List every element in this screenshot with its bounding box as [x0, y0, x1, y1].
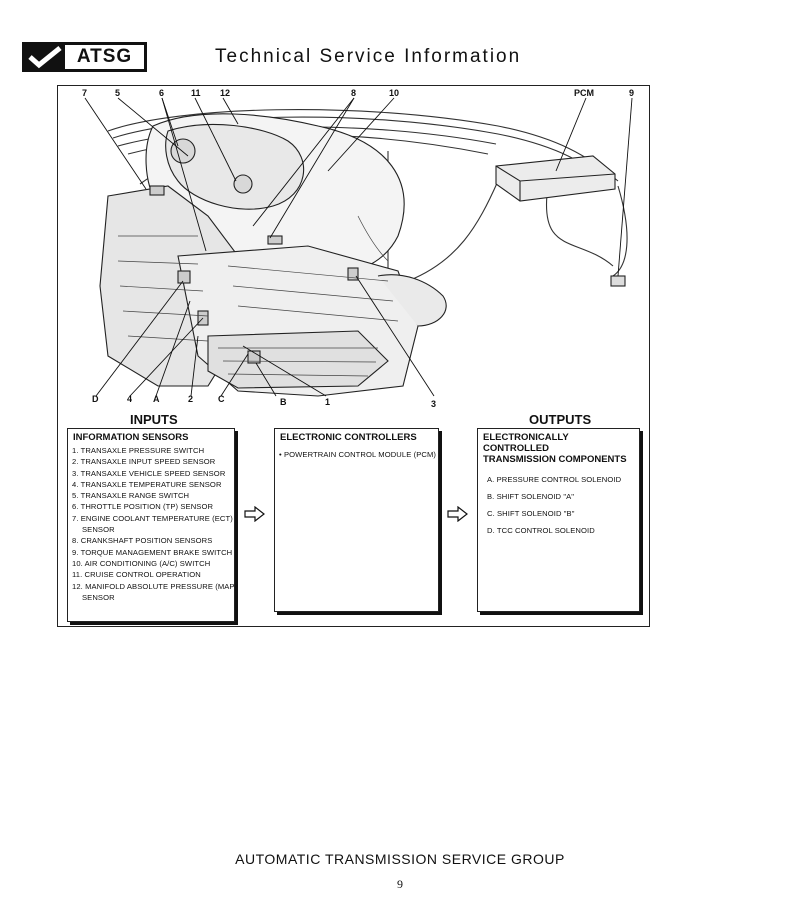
list-item: 7. ENGINE COOLANT TEMPERATURE (ECT) — [72, 513, 233, 523]
page-title: Technical Service Information — [215, 46, 522, 67]
callout-12: 12 — [220, 88, 231, 98]
callout-5: 5 — [115, 88, 121, 98]
callout-b: B — [280, 397, 287, 407]
callout-2: 2 — [188, 394, 194, 404]
transmission-components-title — [478, 429, 639, 465]
callout-6: 6 — [159, 88, 165, 98]
callout-10: 10 — [389, 88, 400, 98]
list-item: B. SHIFT SOLENOID "A" — [487, 492, 575, 501]
callout-d: D — [92, 394, 99, 404]
list-item: 10. AIR CONDITIONING (A/C) SWITCH — [72, 558, 211, 568]
callout-c: C — [218, 394, 225, 404]
callout-7: 7 — [82, 88, 88, 98]
list-item: 2. TRANSAXLE INPUT SPEED SENSOR — [72, 457, 216, 467]
transmission-components-title-line2: TRANSMISSION COMPONENTS — [483, 454, 627, 465]
callout-4: 4 — [127, 394, 133, 404]
callout-9: 9 — [629, 88, 635, 98]
electronic-controllers-list — [275, 449, 438, 460]
list-item: 4. TRANSAXLE TEMPERATURE SENSOR — [72, 479, 222, 489]
inputs-heading: INPUTS — [130, 412, 178, 427]
list-item: 9. TORQUE MANAGEMENT BRAKE SWITCH — [72, 547, 233, 557]
callout-1: 1 — [325, 397, 331, 407]
checkmark-icon — [25, 45, 65, 69]
list-item: 5. TRANSAXLE RANGE SWITCH — [72, 491, 190, 501]
list-item: A. PRESSURE CONTROL SOLENOID — [487, 475, 622, 484]
transmission-components-list — [478, 471, 639, 539]
information-sensors-panel — [67, 428, 238, 622]
component-location-figure — [57, 85, 650, 627]
transmission-components-panel — [477, 428, 640, 612]
page-number: 9 — [397, 877, 403, 891]
flow-arrow-icon — [447, 506, 469, 522]
logo-text: ATSG — [76, 46, 133, 67]
list-item: • POWERTRAIN CONTROL MODULE (PCM) — [279, 450, 436, 459]
list-item: 11. CRUISE CONTROL OPERATION — [72, 570, 201, 580]
information-sensors-list — [68, 445, 238, 603]
list-item: SENSOR — [82, 592, 115, 602]
flow-arrow-icon — [244, 506, 266, 522]
list-item: SENSOR — [82, 525, 115, 535]
callout-a: A — [153, 394, 160, 404]
list-item: 12. MANIFOLD ABSOLUTE PRESSURE (MAP) — [72, 581, 238, 591]
electronic-controllers-panel — [274, 428, 439, 612]
callout-11: 11 — [191, 88, 201, 98]
transmission-components-title-line1: ELECTRONICALLY CONTROLLED — [483, 432, 569, 454]
list-item: 6. THROTTLE POSITION (TP) SENSOR — [72, 502, 214, 512]
electronic-controllers-title: ELECTRONIC CONTROLLERS — [280, 432, 417, 443]
callout-3: 3 — [431, 399, 437, 409]
list-item: 1. TRANSAXLE PRESSURE SWITCH — [72, 446, 205, 455]
callout-pcm: PCM — [574, 88, 594, 98]
list-item: D. TCC CONTROL SOLENOID — [487, 526, 595, 535]
atsg-logo — [22, 42, 147, 72]
callout-8: 8 — [351, 88, 357, 98]
list-item: C. SHIFT SOLENOID "B" — [487, 509, 575, 518]
outputs-heading: OUTPUTS — [529, 412, 592, 427]
list-item: 3. TRANSAXLE VEHICLE SPEED SENSOR — [72, 468, 226, 478]
information-sensors-title: INFORMATION SENSORS — [73, 432, 189, 443]
list-item: 8. CRANKSHAFT POSITION SENSORS — [72, 536, 213, 546]
footer-organization: AUTOMATIC TRANSMISSION SERVICE GROUP — [235, 851, 565, 867]
